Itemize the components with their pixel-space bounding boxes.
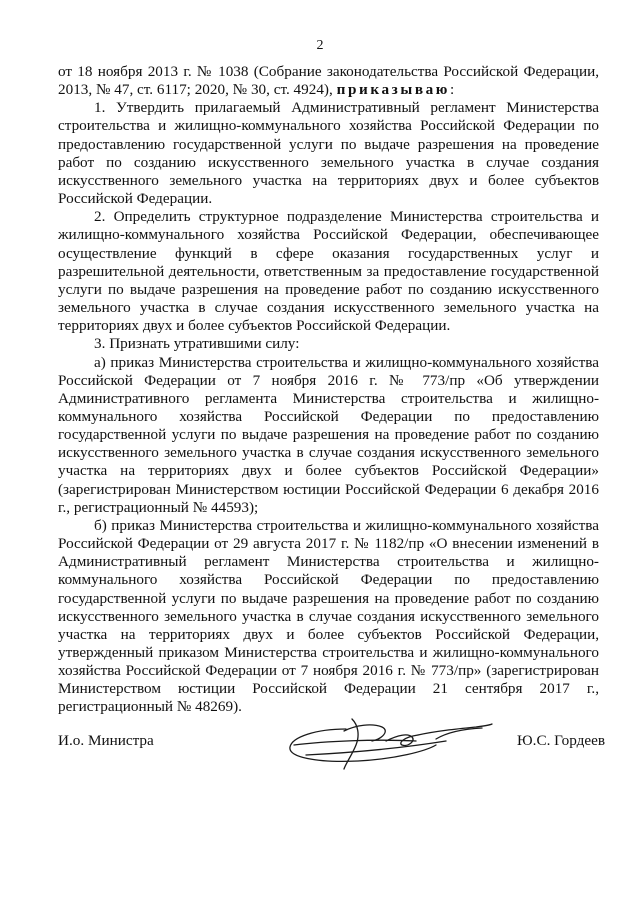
item-3b-paragraph: б) приказ Министерства строительства и жилищно-коммунального хозяйства Российской Федерации от 29 августа 2017 г. № 1182/пр «О внесении изменений в Административный регламент Министерства строительства и жилищно-коммунального хозяйства Российской Федерации по предоставлению государственной услуги по выдаче разрешения на проведение работ по созданию искусственного земельного участка в случае создания искусственного земельного участка на территориях двух и более субъектов Российской Федерации, утвержденный приказом Министерства строительства и жилищно-коммунального хозяйства Российской Федерации от 7 ноября 2016 г. № 773/пр» (зарегистрирован Министерством юстиции Российской Федерации 21 сентября 2017 г., регистрационный № 48269). — [58, 516, 599, 716]
order-word: приказываю — [336, 81, 451, 99]
page-number: 2 — [316, 38, 324, 53]
item-3-paragraph: 3. Признать утратившими силу: — [94, 335, 300, 353]
document-body — [58, 63, 599, 717]
signer-name: Ю.С. Гордеев — [517, 732, 605, 749]
signature-block — [58, 723, 605, 783]
item-3a-paragraph: а) приказ Министерства строительства и жилищно-коммунального хозяйства Российской Федерации от 7 ноября 2016 г. № 773/пр «Об утверждении Административного регламента Министерства строительства и жилищно-коммунального хозяйства Российской Федерации по предоставлению государственной услуги по выдаче разрешения на проведение работ по созданию искусственного земельного участка в случае создания искусственного земельного участка на территориях двух и более субъектов Российской Федерации» (зарегистрирован Министерством юстиции Российской Федерации 6 декабря 2016 г., регистрационный № 44593); — [58, 353, 599, 516]
order-colon: : — [450, 81, 455, 99]
item-2-paragraph: 2. Определить структурное подразделение Министерства строительства и жилищно-коммунального хозяйства Российской Федерации, обеспечивающее осуществление функций в сфере оказания государственных услуг и разрешительной деятельности, ответственным за предоставление государственной услуги по выдаче разрешения на проведение работ по созданию искусственного земельного участка в случае создания искусственного земельного участка на территориях двух и более субъектов Российской Федерации. — [58, 208, 599, 335]
intro-text: от 18 ноября 2013 г. № 1038 (Собрание законодательства Российской Федерации, 2013, № 47, ст. 6117; 2020, № 30, ст. 4924), — [58, 63, 599, 99]
intro-paragraph — [58, 63, 599, 99]
item-1-paragraph: 1. Утвердить прилагаемый Административный регламент Министерства строительства и жилищно-коммунального хозяйства Российской Федерации по предоставлению государственной услуги по выдаче разрешения на проведение работ по созданию искусственного земельного участка в случае создания искусственного земельного участка на территориях двух и более субъектов Российской Федерации. — [58, 99, 599, 208]
signer-position: И.о. Министра — [58, 732, 154, 749]
handwritten-signature — [286, 711, 496, 777]
